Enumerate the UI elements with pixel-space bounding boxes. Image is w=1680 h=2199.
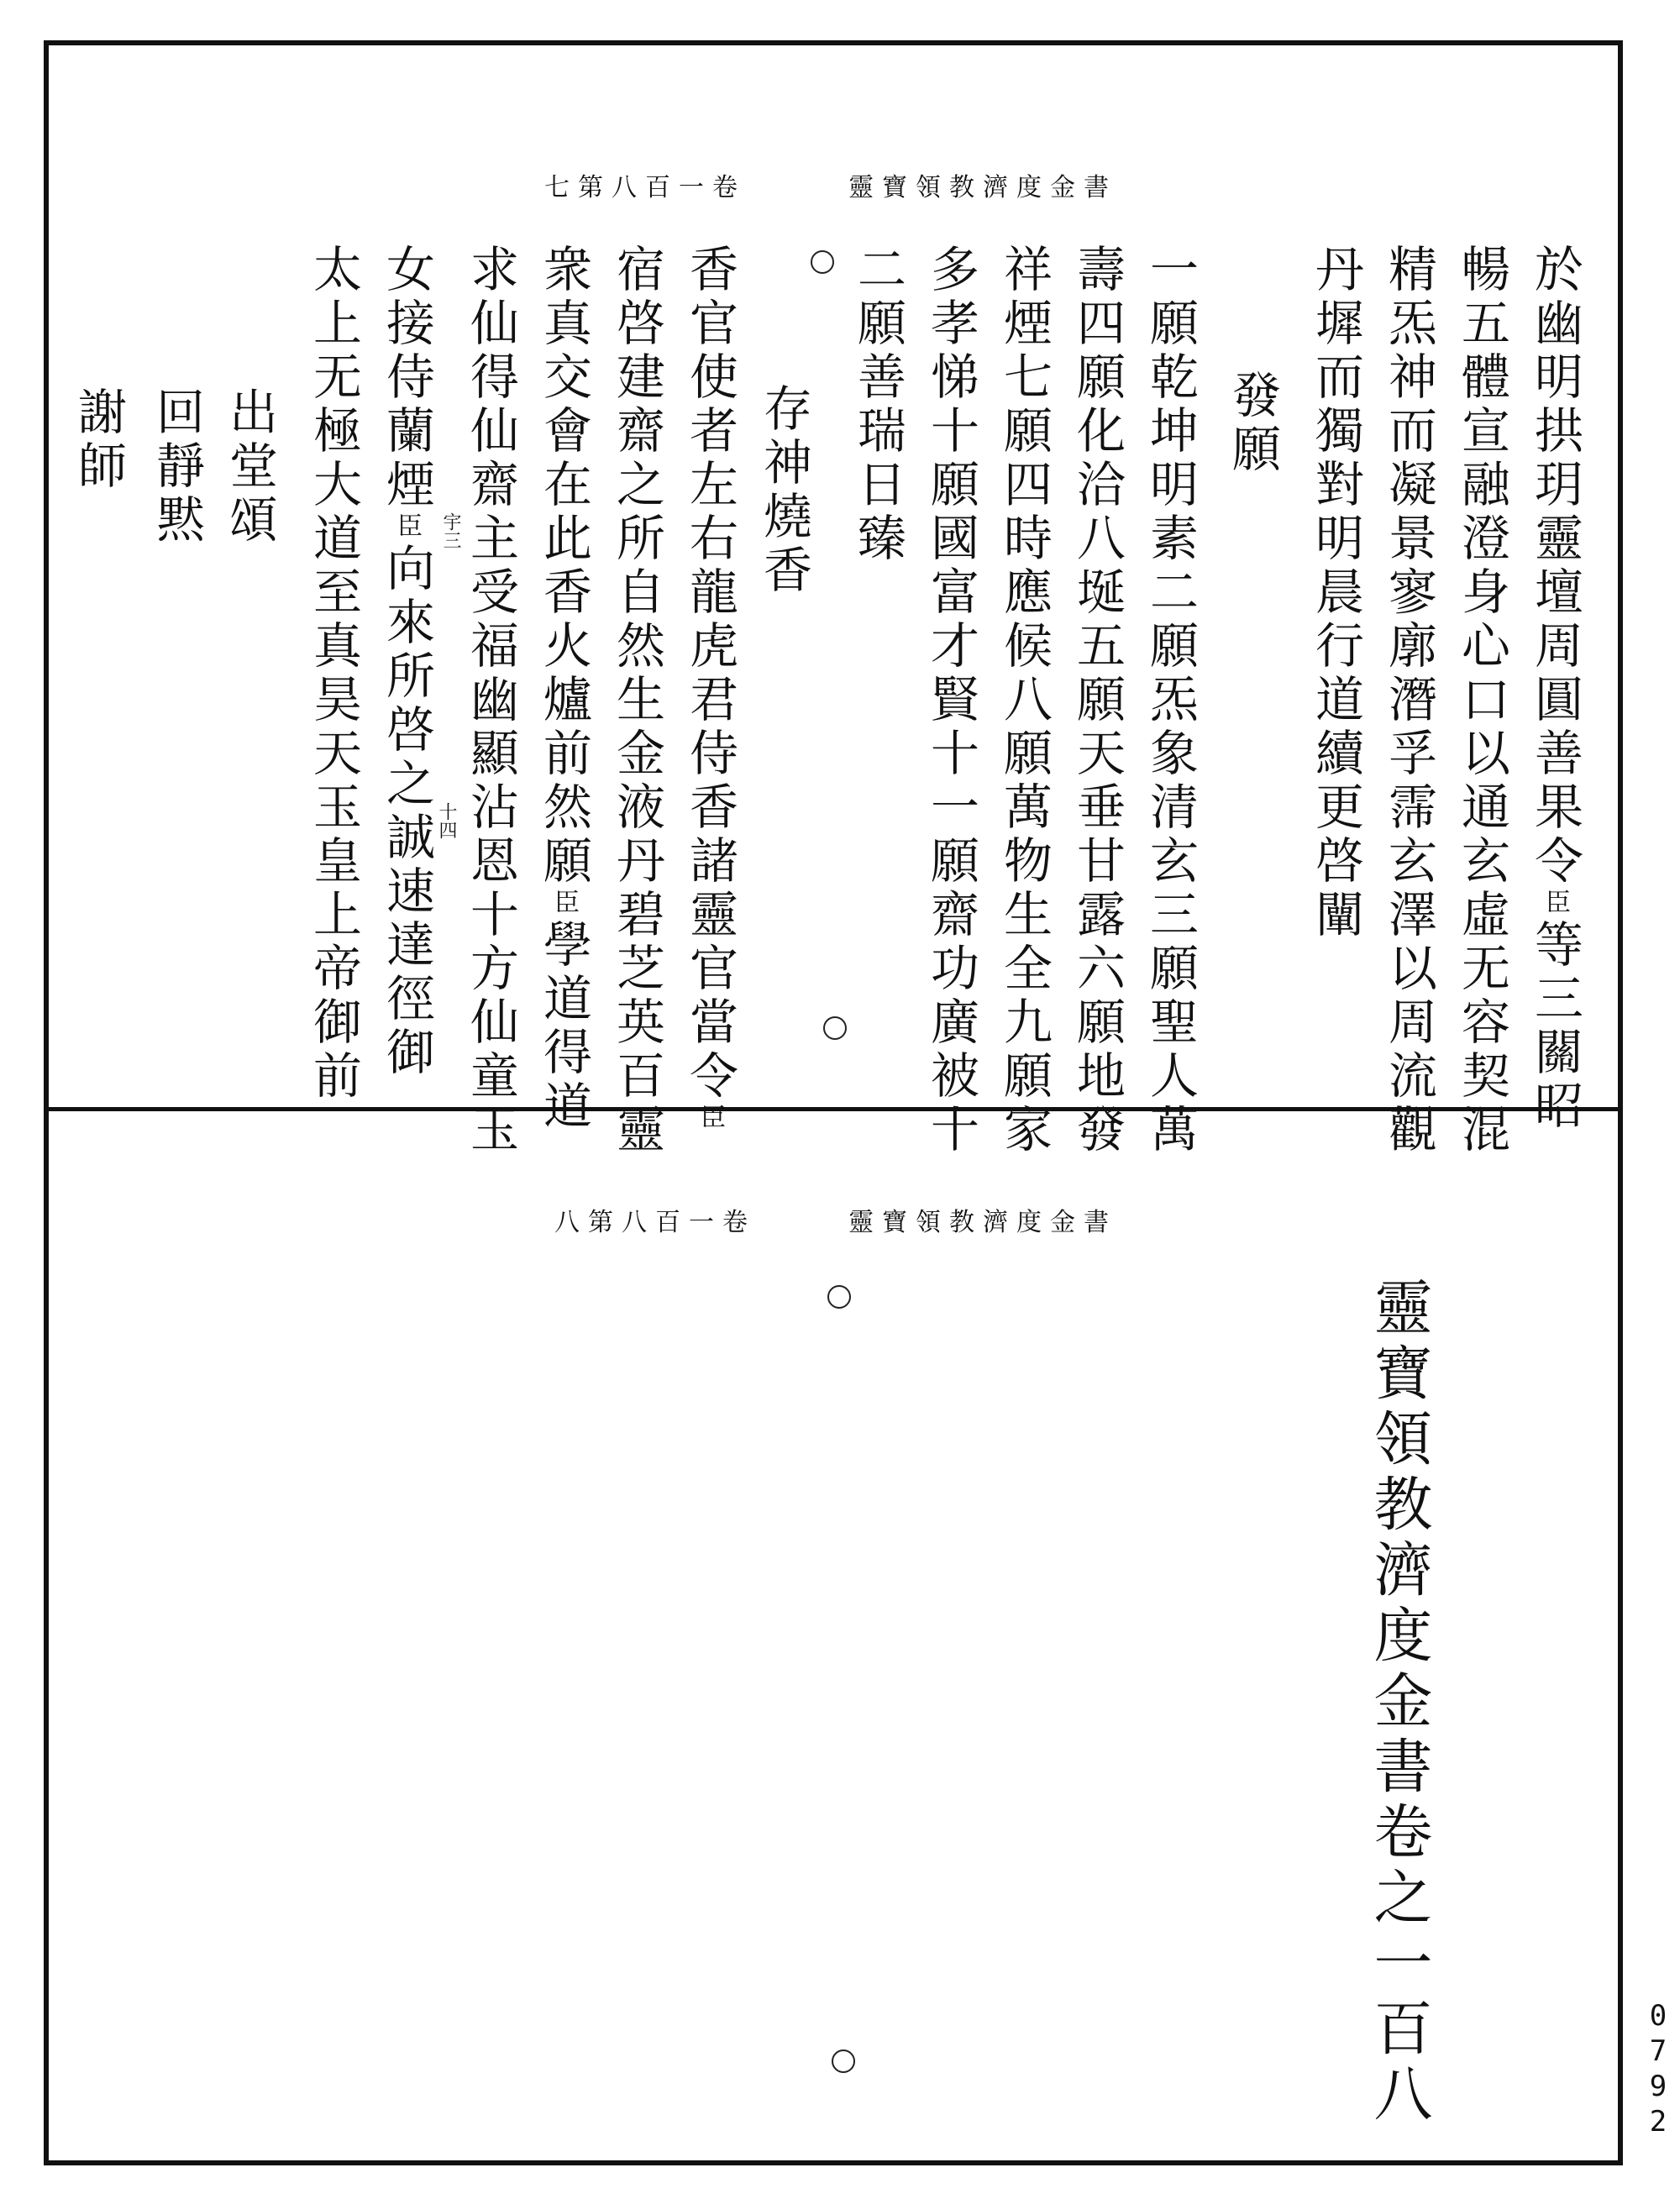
registration-circle	[823, 1016, 847, 1040]
note-yuanzhu: 宇三	[440, 512, 461, 549]
top-col-17: 太上无極大道至真昊天玉皇上帝御前	[305, 244, 362, 1104]
top-col-6: 一願乾坤明素二願炁象清玄三願聖人萬	[1142, 244, 1199, 1157]
top-header-right: 靈寶領教濟度金書	[848, 173, 1117, 202]
note-fourteen: 十四	[436, 802, 457, 839]
top-col-12-chen: 臣	[696, 1104, 725, 1134]
top-col-20: 謝師	[70, 386, 127, 494]
top-col-2: 暢五體宣融澄身心口以通玄虛无容契混	[1453, 244, 1510, 1157]
top-col-4: 丹墀而獨對明晨行道續更啓闡	[1307, 244, 1364, 942]
top-col-11: 存神燒香	[755, 383, 812, 598]
top-col-15: 求仙得仙齋主受福幽顯沾恩十方仙童玉	[462, 244, 519, 1157]
top-col-1-chen: 臣	[1541, 889, 1570, 919]
registration-circle	[832, 2049, 855, 2073]
top-col-1-text: 於幽明拱玥靈壇周圓善果令	[1526, 244, 1583, 889]
top-col-3: 精炁神而凝景寥廓潛孚霈玄澤以周流觀	[1380, 244, 1437, 1157]
top-col-16	[378, 244, 435, 1080]
top-col-16-tail: 向來所啓之誠速達徑御	[378, 543, 435, 1080]
top-header-left: 七第八百一卷	[544, 173, 746, 202]
top-col-14-chen: 臣	[549, 889, 579, 919]
bottom-header-right: 靈寶領教濟度金書	[848, 1208, 1117, 1237]
top-col-19: 回靜黙	[148, 386, 205, 548]
bottom-header-left: 八第八百一卷	[554, 1208, 756, 1237]
edge-page-number: 0792	[1641, 1999, 1675, 2140]
top-col-1	[1526, 244, 1583, 1134]
top-col-14-text: 衆真交會在此香火爐前然願	[535, 244, 592, 889]
top-col-14-tail: 學道得道	[535, 919, 592, 1134]
registration-circle	[827, 1285, 851, 1309]
bottom-title-column: 靈寶領教濟度金書卷之一百八	[1364, 1277, 1433, 2128]
top-col-9: 多孝悌十願國富才賢十一願齋功廣被十	[922, 244, 979, 1157]
top-col-5: 發願	[1224, 370, 1281, 477]
top-col-16-chen: 臣	[392, 512, 422, 543]
registration-circle	[811, 250, 834, 274]
top-col-18: 出堂頌	[221, 386, 278, 548]
top-col-7: 壽四願化洽八埏五願天垂甘露六願地發	[1068, 244, 1126, 1157]
top-col-12	[681, 244, 738, 1134]
top-col-16-text: 女接侍蘭煙	[378, 244, 435, 512]
top-col-1-tail: 等三關昭	[1526, 919, 1583, 1134]
top-col-13: 宿啓建齋之所自然生金液丹碧芝英百靈	[608, 244, 665, 1157]
top-col-8: 祥煙七願四時應候八願萬物生全九願家	[995, 244, 1053, 1157]
top-col-12-text: 香官使者左右龍虎君侍香諸靈官當令	[681, 244, 738, 1104]
top-col-10: 二願善瑞日臻	[849, 244, 906, 566]
top-col-14	[535, 244, 592, 1134]
